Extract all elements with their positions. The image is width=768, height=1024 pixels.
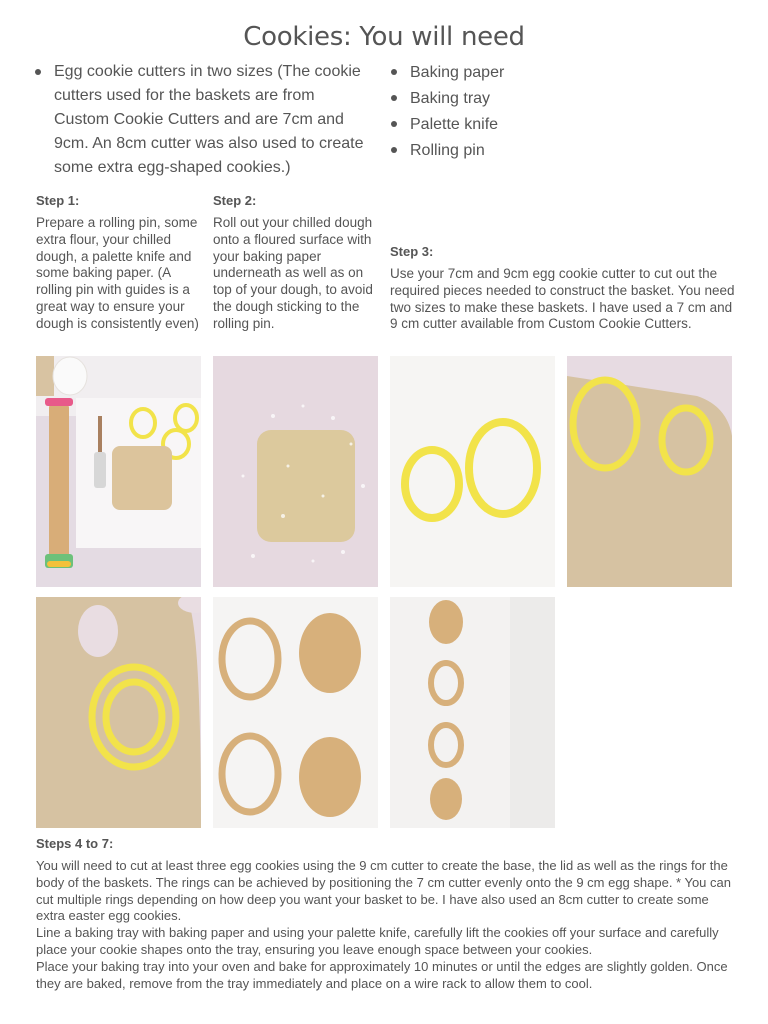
- steps-4-to-7: [36, 836, 736, 992]
- step-2: [213, 193, 385, 333]
- step-text: Use your 7cm and 9cm egg cookie cutter to cut out the required pieces needed to construct the basket. You need two sizes to make these baskets. I have used a 7 cm and 9 cm cutter available from Custom Cookie Cutters.: [390, 266, 735, 332]
- photo-basket-pieces: [390, 597, 555, 828]
- step-heading: Step 1:: [36, 193, 80, 208]
- step-heading: Step 2:: [213, 193, 257, 208]
- needs-list-right: [390, 60, 590, 164]
- photo-rolled-dough: [213, 356, 378, 587]
- page-title: Cookies: You will need: [243, 22, 525, 52]
- needs-item: Baking tray: [390, 86, 590, 112]
- step-heading: Step 3:: [390, 244, 434, 259]
- step-text: Prepare a rolling pin, some extra flour, your chilled dough, a palette knife and some baking paper. (A rolling pin with guides is a great way to ensure your dough is consistently even): [36, 215, 199, 331]
- photo-baked-cookies: [213, 597, 378, 828]
- step-paragraph: Line a baking tray with baking paper and using your palette knife, carefully lift the cookies off your surface and carefully place your cookie shapes onto the tray, ensuring you leave enough space between your cookies.: [36, 925, 719, 957]
- step-1: [36, 193, 208, 333]
- needs-item: Egg cookie cutters in two sizes (The cookie cutters used for the baskets are from Custom Cookie Cutters and are 7cm and 9cm. An 8cm cutter was also used to create some extra egg-shaped cookies.): [34, 60, 374, 180]
- step-text: Roll out your chilled dough onto a floured surface with your baking paper underneath as well as on top of your dough, to avoid the dough sticking to the rolling pin.: [213, 215, 373, 331]
- step-heading: Steps 4 to 7:: [36, 836, 114, 851]
- step-paragraph: You will need to cut at least three egg cookies using the 9 cm cutter to create the base, the lid as well as the rings for the body of the baskets. The rings can be achieved by positioning the 7 cm cutter evenly onto the 9 cm egg shape. * You can cut multiple rings depending on how deep you want your basket to be. I have also used an 8cm cutter to create some extra easter egg cookies.: [36, 858, 731, 924]
- needs-item: Palette knife: [390, 112, 590, 138]
- photo-nested-cutters: [36, 597, 201, 828]
- photo-ingredients: [36, 356, 201, 587]
- needs-list-left: [34, 60, 374, 180]
- step-3: [390, 244, 740, 333]
- photo-egg-cutters: [390, 356, 555, 587]
- needs-item: Rolling pin: [390, 138, 590, 164]
- photo-cutters-on-dough: [567, 356, 732, 587]
- needs-item: Baking paper: [390, 60, 590, 86]
- step-paragraph: Place your baking tray into your oven and bake for approximately 10 minutes or until the edges are slightly golden. Once they are baked, remove from the tray immediately and place on a wire rack to allow them to cool.: [36, 958, 728, 991]
